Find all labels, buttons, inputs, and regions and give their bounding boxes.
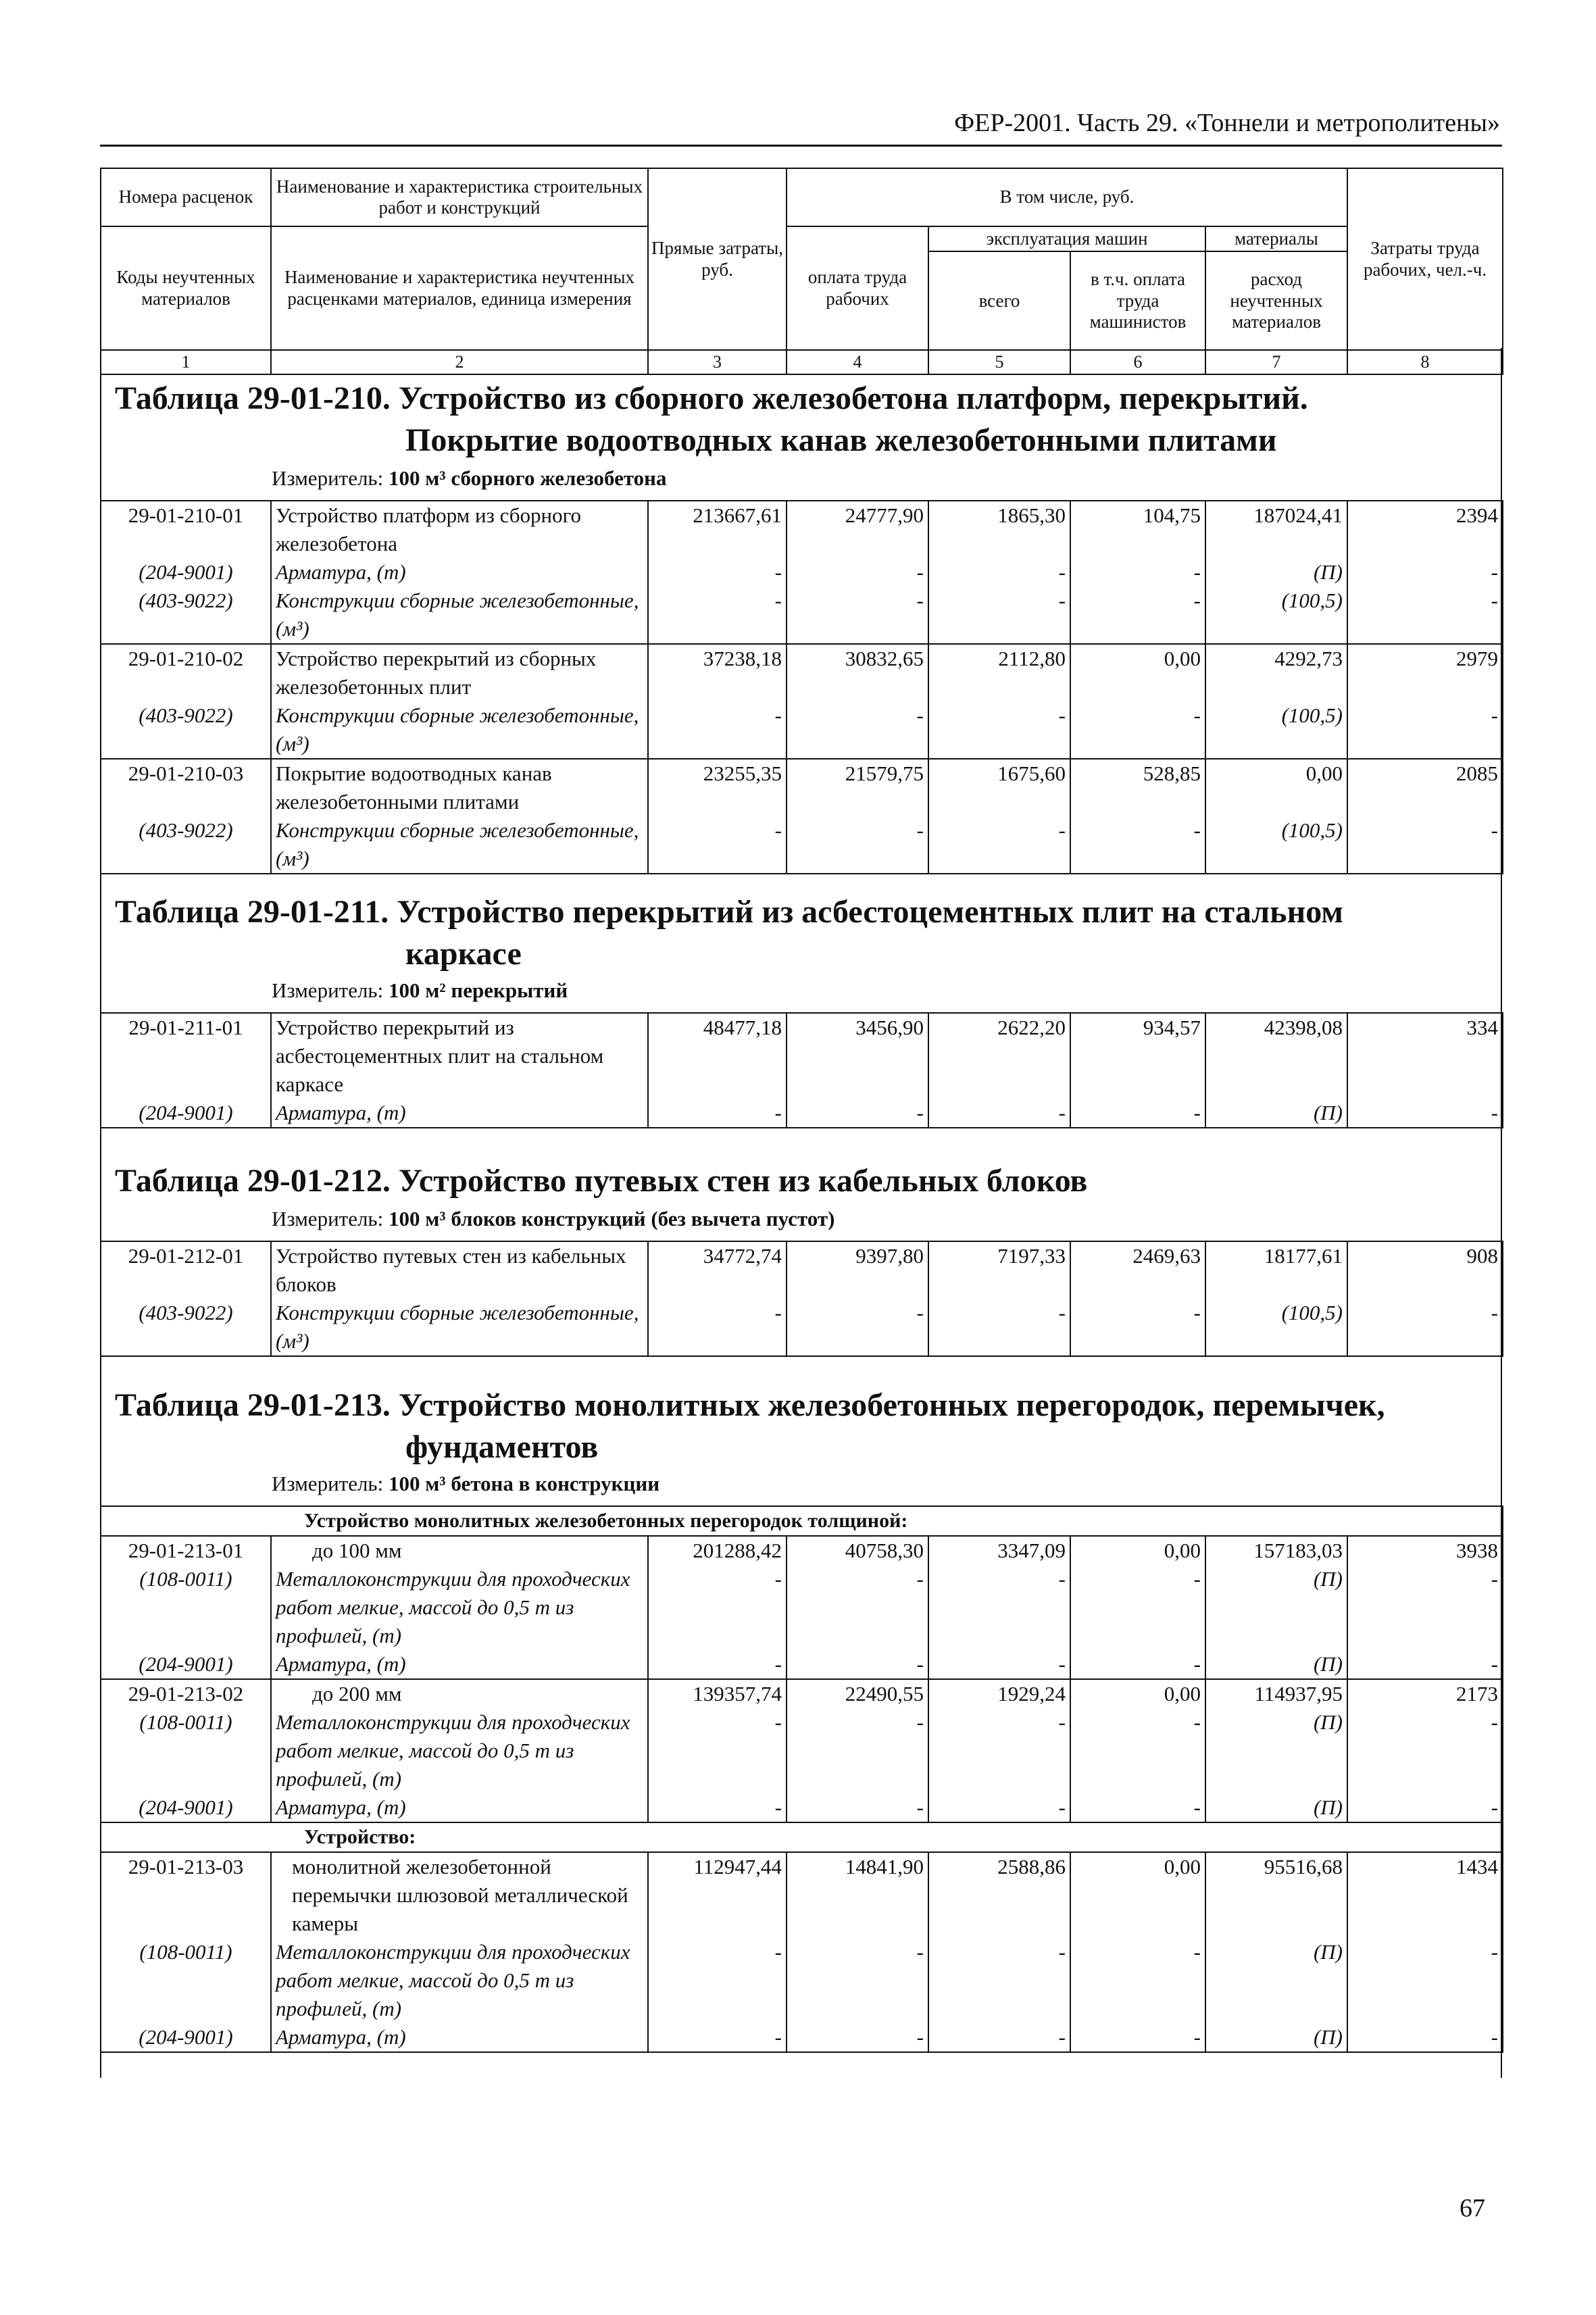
table-row xyxy=(101,587,1503,644)
table-cell: (403-9022) xyxy=(101,1299,271,1356)
hdr-n3: 3 xyxy=(648,350,787,374)
table-cell: - xyxy=(787,558,928,587)
table-cell: - xyxy=(1347,1565,1503,1650)
table-cell: - xyxy=(1070,1938,1205,2023)
table-cell: - xyxy=(928,1708,1070,1793)
table-cell: Конструкции сборные железобетонные, (м³) xyxy=(271,816,648,874)
table-cell: Устройство монолитных железобетонных перегородок толщиной: xyxy=(101,1506,1503,1536)
table-cell: - xyxy=(1347,1650,1503,1679)
table-cell: Устройство перекрытий из асбестоцементных плит на стальном каркасе xyxy=(271,1013,648,1099)
table-cell: (403-9022) xyxy=(101,816,271,874)
table-row xyxy=(101,1099,1503,1128)
table-row xyxy=(101,1852,1503,1938)
table-cell: 1434 xyxy=(1347,1852,1503,1938)
table-cell: - xyxy=(928,1299,1070,1356)
table-cell: 2979 xyxy=(1347,644,1503,701)
table-cell: (П) xyxy=(1205,1708,1347,1793)
table-cell: (П) xyxy=(1205,1565,1347,1650)
table-cell: 3938 xyxy=(1347,1536,1503,1565)
table-cell: Арматура, (т) xyxy=(271,1793,648,1822)
table-cell: - xyxy=(1070,1650,1205,1679)
hdr-n8: 8 xyxy=(1347,350,1503,374)
table-cell: - xyxy=(787,1708,928,1793)
hdr-n1: 1 xyxy=(101,350,271,374)
table-212-title: Таблица 29-01-212. Устройство путевых стен из кабельных блоков xyxy=(115,1163,1088,1199)
table-cell: 21579,75 xyxy=(787,759,928,816)
table-213-title-line2: фундаментов xyxy=(405,1429,599,1465)
table-row xyxy=(101,2023,1503,2052)
table-210-title: Таблица 29-01-210. Устройство из сборного железобетона платформ, перекрытий. xyxy=(115,380,1308,416)
hdr-c3: Прямые затраты, руб. xyxy=(648,168,787,350)
table-cell: Конструкции сборные железобетонные, (м³) xyxy=(271,701,648,759)
table-cell: 0,00 xyxy=(1205,759,1347,816)
table-row xyxy=(101,1565,1503,1650)
table-cell: 0,00 xyxy=(1070,1679,1205,1708)
table-213-title: Таблица 29-01-213. Устройство монолитных железобетонных перегородок, перемычек, xyxy=(115,1387,1385,1423)
table-cell: - xyxy=(787,1099,928,1128)
table-212-measure: Измеритель: 100 м³ блоков конструкций (без вычета пустот) xyxy=(272,1207,835,1230)
table-cell: 2588,86 xyxy=(928,1852,1070,1938)
table-cell: 0,00 xyxy=(1070,1536,1205,1565)
table-cell: до 100 мм xyxy=(271,1536,648,1565)
table-cell: (100,5) xyxy=(1205,701,1347,759)
table-cell: (204-9001) xyxy=(101,1099,271,1128)
table-cell: Металлоконструкции для проходческих работ мелкие, массой до 0,5 т из профилей, (т) xyxy=(271,1565,648,1650)
table-cell: 29-01-213-02 xyxy=(101,1679,271,1708)
table-211 xyxy=(100,1012,1503,1128)
table-cell: - xyxy=(787,1938,928,2023)
table-cell: 334 xyxy=(1347,1013,1503,1099)
table-cell: 48477,18 xyxy=(648,1013,787,1099)
table-row xyxy=(101,1536,1503,1565)
table-cell: - xyxy=(1347,1299,1503,1356)
table-cell: 201288,42 xyxy=(648,1536,787,1565)
table-cell: 528,85 xyxy=(1070,759,1205,816)
table-cell: - xyxy=(787,2023,928,2052)
table-cell: (108-0011) xyxy=(101,1938,271,2023)
table-cell: Устройство платформ из сборного железобетона xyxy=(271,501,648,558)
table-row xyxy=(101,1708,1503,1793)
table-cell: - xyxy=(1070,558,1205,587)
table-cell: Устройство: xyxy=(101,1822,1503,1852)
table-cell: - xyxy=(1070,2023,1205,2052)
table-cell: 29-01-211-01 xyxy=(101,1013,271,1099)
table-cell: - xyxy=(648,2023,787,2052)
table-210-title-line2: Покрытие водоотводных канав железобетонными плитами xyxy=(405,422,1277,458)
table-row xyxy=(101,1013,1503,1099)
table-cell: - xyxy=(648,1938,787,2023)
table-cell: 114937,95 xyxy=(1205,1679,1347,1708)
hdr-n2: 2 xyxy=(271,350,648,374)
table-cell: 29-01-210-01 xyxy=(101,501,271,558)
table-cell: (204-9001) xyxy=(101,2023,271,2052)
hdr-n4: 4 xyxy=(787,350,928,374)
table-cell: - xyxy=(1347,2023,1503,2052)
table-cell: - xyxy=(1347,587,1503,644)
table-cell: - xyxy=(928,558,1070,587)
table-cell: Конструкции сборные железобетонные, (м³) xyxy=(271,1299,648,1356)
table-210 xyxy=(100,500,1503,874)
table-row xyxy=(101,701,1503,759)
table-cell: 213667,61 xyxy=(648,501,787,558)
table-cell: Арматура, (т) xyxy=(271,558,648,587)
table-row xyxy=(101,644,1503,701)
hdr-c1-top: Номера расценок xyxy=(101,168,271,226)
table-row xyxy=(101,1650,1503,1679)
table-cell: (100,5) xyxy=(1205,816,1347,874)
table-cell: (П) xyxy=(1205,1938,1347,2023)
table-subheading xyxy=(101,1506,1503,1536)
table-cell: - xyxy=(1070,1099,1205,1128)
page-number: 67 xyxy=(1460,2194,1485,2222)
table-cell: - xyxy=(1070,1793,1205,1822)
table-cell: 23255,35 xyxy=(648,759,787,816)
table-cell: 104,75 xyxy=(1070,501,1205,558)
table-cell: 14841,90 xyxy=(787,1852,928,1938)
table-cell: 3456,90 xyxy=(787,1013,928,1099)
table-cell: 187024,41 xyxy=(1205,501,1347,558)
table-cell: Устройство перекрытий из сборных железобетонных плит xyxy=(271,644,648,701)
table-cell: - xyxy=(1347,816,1503,874)
table-cell: монолитной железобетонной перемычки шлюзовой металлической камеры xyxy=(271,1852,648,1938)
table-cell: - xyxy=(648,1099,787,1128)
table-cell: (204-9001) xyxy=(101,1650,271,1679)
table-cell: (100,5) xyxy=(1205,1299,1347,1356)
header-rule xyxy=(100,145,1502,147)
table-cell: - xyxy=(787,1565,928,1650)
table-cell: - xyxy=(928,1793,1070,1822)
table-cell: 2173 xyxy=(1347,1679,1503,1708)
table-cell: - xyxy=(648,1708,787,1793)
table-cell: - xyxy=(648,1565,787,1650)
hdr-c7: расход неучтенных материалов xyxy=(1205,251,1347,350)
table-cell: 37238,18 xyxy=(648,644,787,701)
table-cell: 1675,60 xyxy=(928,759,1070,816)
table-cell: - xyxy=(648,1793,787,1822)
hdr-group: В том числе, руб. xyxy=(787,168,1347,226)
table-cell: - xyxy=(1347,701,1503,759)
table-cell: Арматура, (т) xyxy=(271,1099,648,1128)
hdr-expl: эксплуатация машин xyxy=(928,226,1205,251)
table-cell: - xyxy=(1347,1099,1503,1128)
table-cell: - xyxy=(787,1650,928,1679)
table-cell: - xyxy=(928,1565,1070,1650)
table-cell: - xyxy=(1347,1793,1503,1822)
table-cell: Арматура, (т) xyxy=(271,1650,648,1679)
table-cell: 34772,74 xyxy=(648,1241,787,1299)
table-cell: - xyxy=(648,558,787,587)
table-row xyxy=(101,501,1503,558)
table-cell: - xyxy=(648,587,787,644)
table-cell: 42398,08 xyxy=(1205,1013,1347,1099)
table-212 xyxy=(100,1241,1503,1357)
table-cell: - xyxy=(648,1299,787,1356)
table-cell: (204-9001) xyxy=(101,558,271,587)
table-cell: 2469,63 xyxy=(1070,1241,1205,1299)
table-cell: 934,57 xyxy=(1070,1013,1205,1099)
table-cell: Металлоконструкции для проходческих работ мелкие, массой до 0,5 т из профилей, (т) xyxy=(271,1708,648,1793)
table-cell: - xyxy=(1347,1938,1503,2023)
hdr-n5: 5 xyxy=(928,350,1070,374)
table-cell: 1865,30 xyxy=(928,501,1070,558)
table-cell: - xyxy=(928,1099,1070,1128)
table-row xyxy=(101,558,1503,587)
table-cell: 2394 xyxy=(1347,501,1503,558)
table-cell: - xyxy=(648,1650,787,1679)
table-cell: - xyxy=(1070,701,1205,759)
table-cell: - xyxy=(928,701,1070,759)
table-cell: 2622,20 xyxy=(928,1013,1070,1099)
hdr-c2-bottom: Наименование и характеристика неучтенных расценками материалов, единица измерения xyxy=(271,226,648,350)
table-cell: - xyxy=(1347,1708,1503,1793)
table-cell: - xyxy=(787,701,928,759)
table-cell: 18177,61 xyxy=(1205,1241,1347,1299)
table-cell: Устройство путевых стен из кабельных блоков xyxy=(271,1241,648,1299)
hdr-c2-top: Наименование и характеристика строительных работ и конструкций xyxy=(271,168,648,226)
table-cell: - xyxy=(787,1299,928,1356)
table-row xyxy=(101,1679,1503,1708)
table-cell: (П) xyxy=(1205,1793,1347,1822)
hdr-n7: 7 xyxy=(1205,350,1347,374)
hdr-c4: оплата труда рабочих xyxy=(787,226,928,350)
table-cell: - xyxy=(1070,816,1205,874)
table-cell: - xyxy=(1347,558,1503,587)
table-cell: - xyxy=(787,816,928,874)
table-cell: - xyxy=(928,1938,1070,2023)
table-cell: Покрытие водоотводных канав железобетонными плитами xyxy=(271,759,648,816)
table-row xyxy=(101,1241,1503,1299)
table-cell: - xyxy=(1070,1565,1205,1650)
table-213 xyxy=(100,1505,1503,2053)
table-cell: - xyxy=(1070,587,1205,644)
table-cell: 157183,03 xyxy=(1205,1536,1347,1565)
table-cell: 2085 xyxy=(1347,759,1503,816)
table-cell: (П) xyxy=(1205,558,1347,587)
table-cell: 22490,55 xyxy=(787,1679,928,1708)
table-cell: 29-01-210-02 xyxy=(101,644,271,701)
table-subheading xyxy=(101,1822,1503,1852)
table-211-title-line2: каркасе xyxy=(405,936,522,972)
table-cell: 0,00 xyxy=(1070,644,1205,701)
table-cell: - xyxy=(1070,1299,1205,1356)
table-cell: 112947,44 xyxy=(648,1852,787,1938)
table-cell: 3347,09 xyxy=(928,1536,1070,1565)
table-cell: - xyxy=(928,816,1070,874)
hdr-c1-bottom: Коды неучтенных материалов xyxy=(101,226,271,350)
hdr-c6: в т.ч. оплата труда машинистов xyxy=(1070,251,1205,350)
table-cell: 2112,80 xyxy=(928,644,1070,701)
table-cell: (П) xyxy=(1205,1099,1347,1128)
hdr-c8: Затраты труда рабочих, чел.-ч. xyxy=(1347,168,1503,350)
table-cell: 1929,24 xyxy=(928,1679,1070,1708)
table-cell: - xyxy=(928,2023,1070,2052)
table-cell: Металлоконструкции для проходческих работ мелкие, массой до 0,5 т из профилей, (т) xyxy=(271,1938,648,2023)
table-210-measure: Измеритель: 100 м³ сборного железобетона xyxy=(272,466,667,490)
table-cell: (403-9022) xyxy=(101,587,271,644)
table-cell: 29-01-213-03 xyxy=(101,1852,271,1938)
table-row xyxy=(101,816,1503,874)
table-row xyxy=(101,1938,1503,2023)
table-cell: до 200 мм xyxy=(271,1679,648,1708)
table-cell: (108-0011) xyxy=(101,1708,271,1793)
table-cell: 95516,68 xyxy=(1205,1852,1347,1938)
table-cell: 4292,73 xyxy=(1205,644,1347,701)
column-header-table xyxy=(100,168,1503,375)
table-cell: (204-9001) xyxy=(101,1793,271,1822)
table-cell: 40758,30 xyxy=(787,1536,928,1565)
hdr-mat: материалы xyxy=(1205,226,1347,251)
table-cell: - xyxy=(928,587,1070,644)
table-cell: (100,5) xyxy=(1205,587,1347,644)
table-cell: 7197,33 xyxy=(928,1241,1070,1299)
table-cell: 139357,74 xyxy=(648,1679,787,1708)
table-cell: - xyxy=(928,1650,1070,1679)
table-row xyxy=(101,1299,1503,1356)
table-211-title: Таблица 29-01-211. Устройство перекрытий из асбестоцементных плит на стальном xyxy=(115,894,1343,930)
table-cell: 9397,80 xyxy=(787,1241,928,1299)
table-cell: (П) xyxy=(1205,2023,1347,2052)
table-cell: - xyxy=(648,816,787,874)
table-cell: Арматура, (т) xyxy=(271,2023,648,2052)
hdr-c5: всего xyxy=(928,251,1070,350)
table-cell: Конструкции сборные железобетонные, (м³) xyxy=(271,587,648,644)
table-cell: - xyxy=(648,701,787,759)
table-cell: - xyxy=(787,1793,928,1822)
table-cell: (108-0011) xyxy=(101,1565,271,1650)
table-row xyxy=(101,759,1503,816)
table-cell: (П) xyxy=(1205,1650,1347,1679)
table-cell: - xyxy=(1070,1708,1205,1793)
table-cell: 0,00 xyxy=(1070,1852,1205,1938)
table-213-measure: Измеритель: 100 м³ бетона в конструкции xyxy=(272,1472,660,1495)
table-row xyxy=(101,1793,1503,1822)
hdr-n6: 6 xyxy=(1070,350,1205,374)
table-cell: 29-01-212-01 xyxy=(101,1241,271,1299)
table-cell: - xyxy=(787,587,928,644)
table-cell: 24777,90 xyxy=(787,501,928,558)
running-header: ФЕР-2001. Часть 29. «Тоннели и метрополитены» xyxy=(954,109,1500,137)
table-211-measure: Измеритель: 100 м² перекрытий xyxy=(272,978,568,1002)
table-cell: 29-01-213-01 xyxy=(101,1536,271,1565)
table-cell: (403-9022) xyxy=(101,701,271,759)
table-cell: 908 xyxy=(1347,1241,1503,1299)
table-cell: 30832,65 xyxy=(787,644,928,701)
table-cell: 29-01-210-03 xyxy=(101,759,271,816)
